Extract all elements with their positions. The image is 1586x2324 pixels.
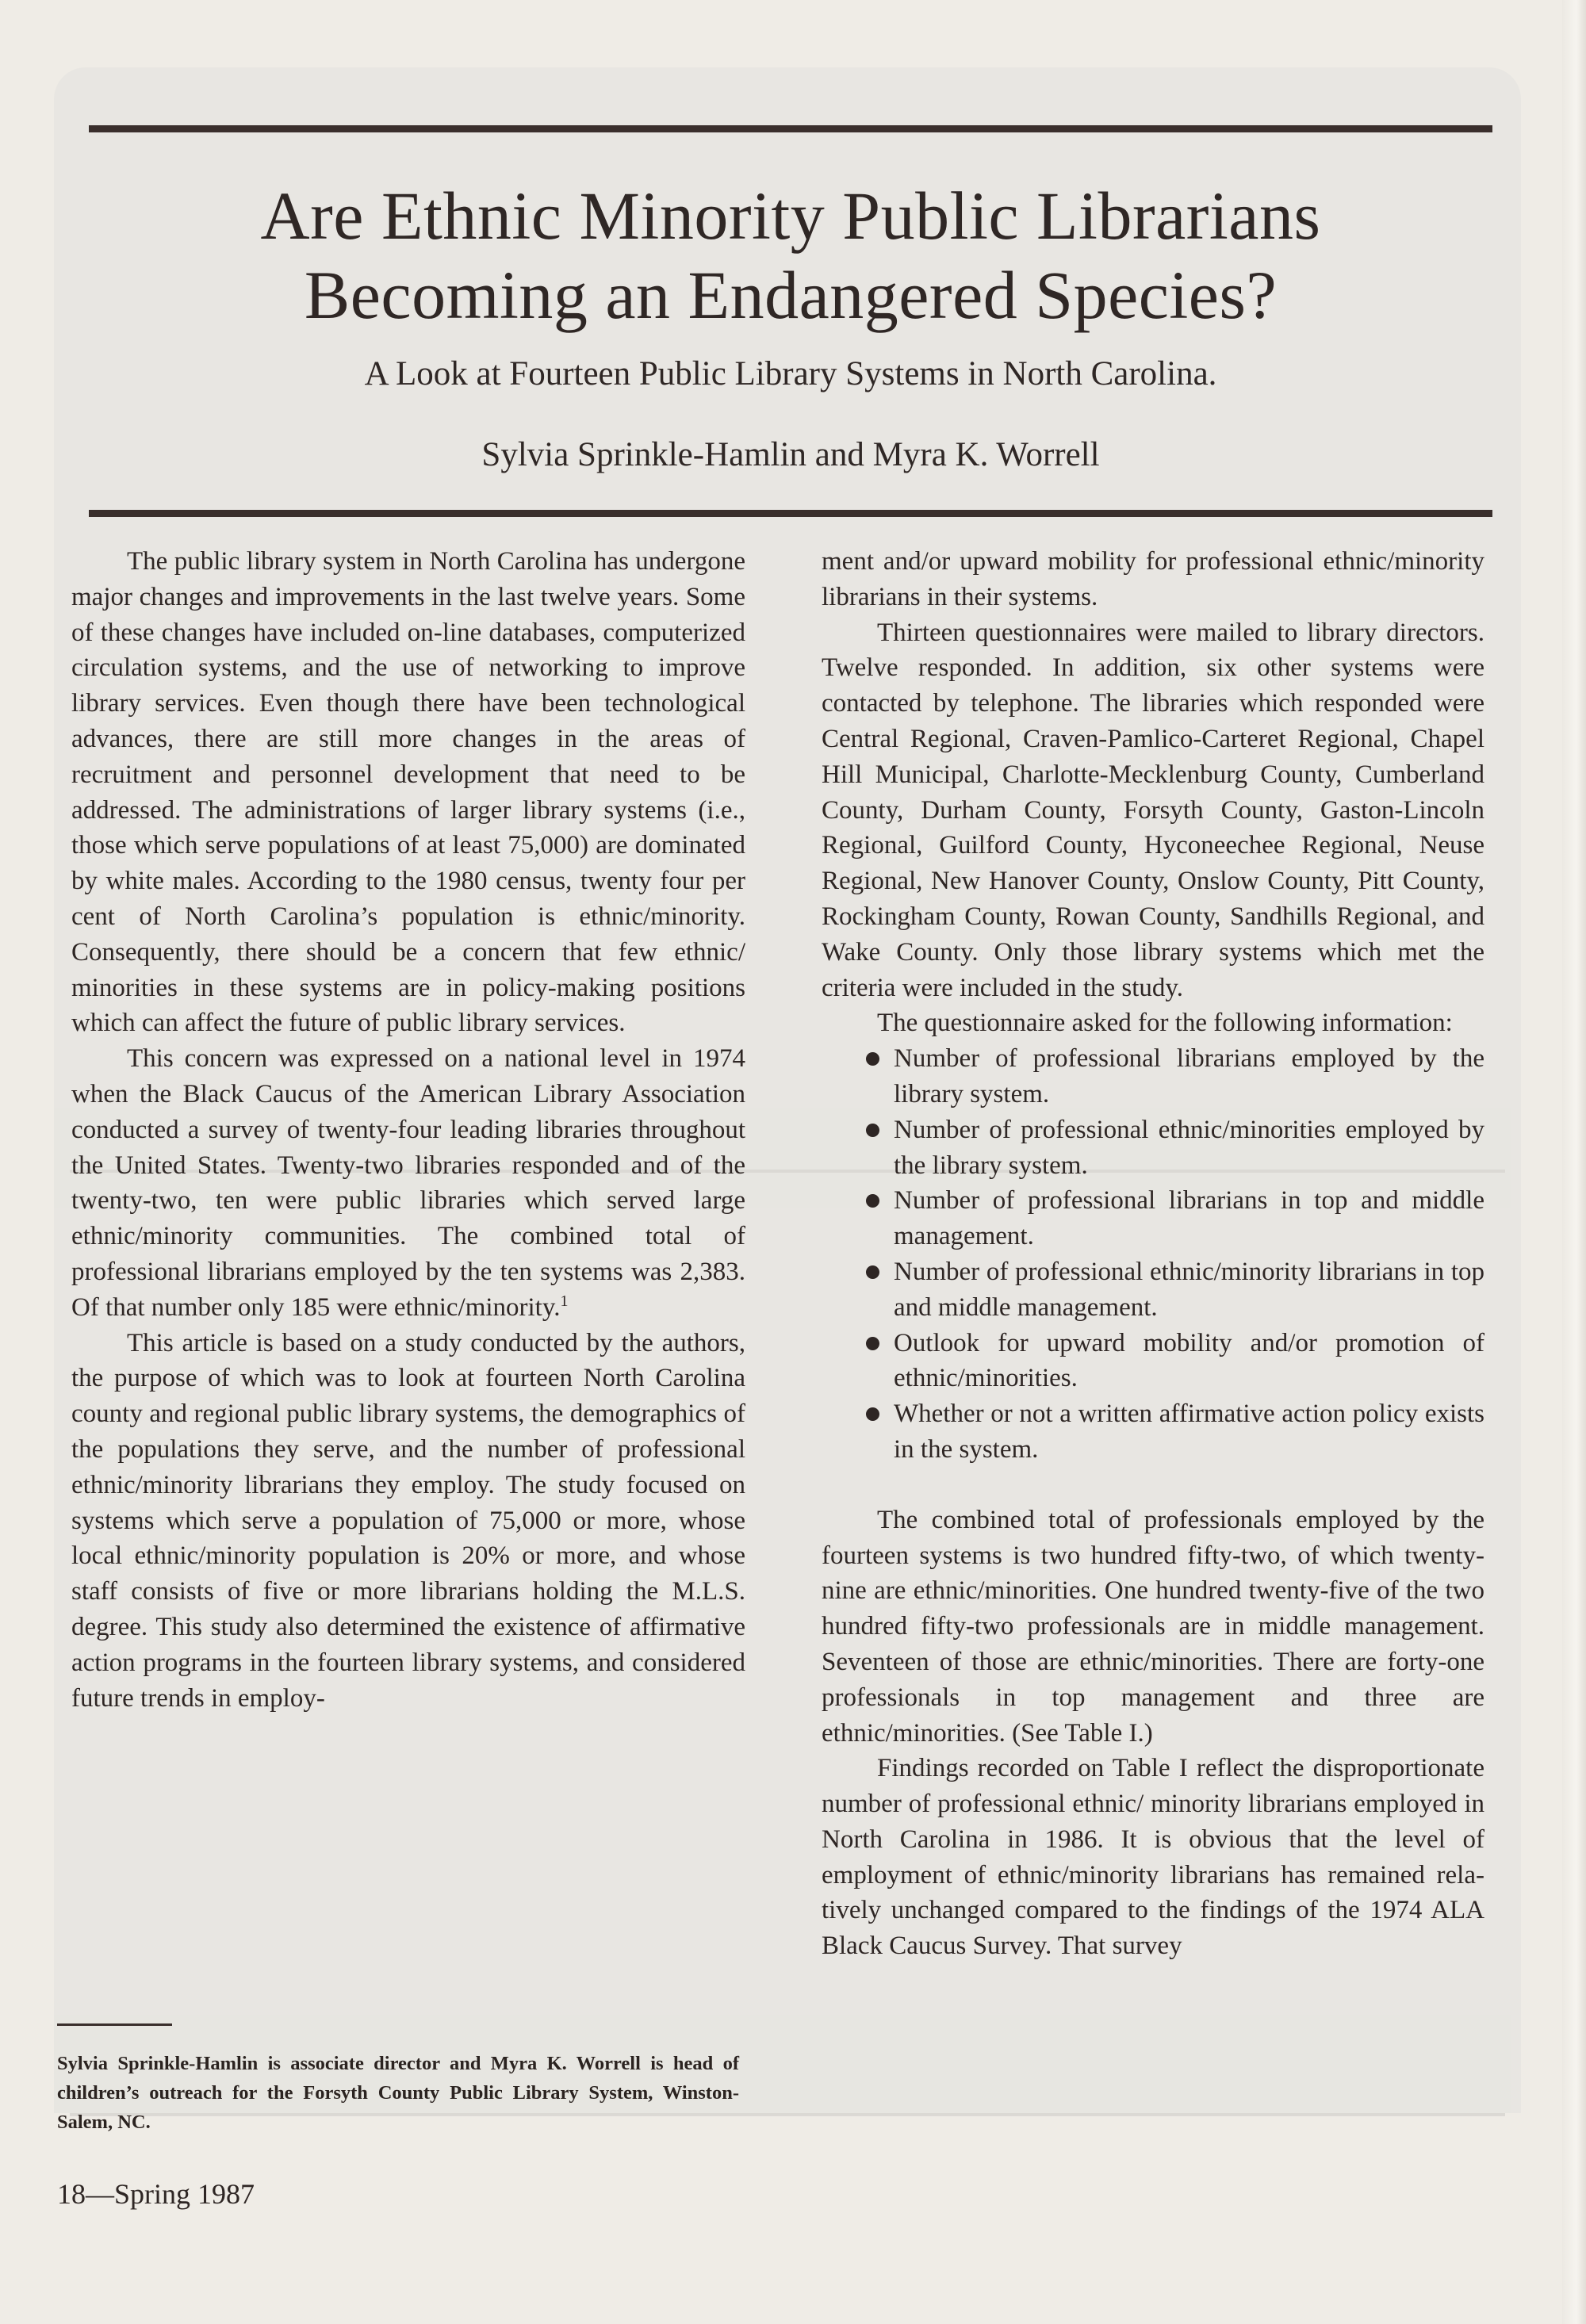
list-item-text: Whether or not a written affirmative action policy exists in the system.: [894, 1399, 1484, 1464]
article-title: [89, 176, 1492, 335]
list-item: [866, 1396, 1484, 1468]
left-text-column: [71, 544, 745, 1716]
body-paragraph-text: This concern was expressed on a national level in 1974 when the Black Caucus of the American Library Association conducted a survey of twenty-four leading libraries throughout the United States. Twenty-two libraries responded and of the twenty-two, ten were public libraries which served large ethnic/minority communities. The combined total of professional librarians employed by the ten systems was 2,383. Of that number only 185 were ethnic/minority.: [71, 1044, 745, 1322]
bullet-icon: [866, 1407, 879, 1421]
article-title-line-1: Are Ethnic Minority Public Librarians: [260, 178, 1321, 254]
body-paragraph: [71, 1041, 745, 1325]
list-item-text: Number of professional librarians employed by the library system.: [894, 1044, 1484, 1108]
bullet-icon: [866, 1194, 879, 1208]
right-text-column: [822, 544, 1484, 1964]
list-item-text: Outlook for upward mobility and/or promotion of ethnic/minorities.: [894, 1328, 1484, 1393]
list-item-text: Number of professional ethnic/minorities employed by the library system.: [894, 1115, 1484, 1180]
list-item: [866, 1183, 1484, 1254]
list-item: [866, 1254, 1484, 1326]
body-paragraph: The questionnaire asked for the following information:: [877, 1009, 1453, 1038]
page-folio: 18—Spring 1987: [57, 2178, 255, 2210]
bullet-icon: [866, 1337, 879, 1350]
list-item: [866, 1041, 1484, 1112]
footnote-reference: 1: [560, 1292, 569, 1310]
footnote-rule: [57, 2023, 172, 2026]
body-paragraph: Findings recorded on Table I reflect the disproportionate number of professional ethnic/ minority librarians employed in North Carolina in 1986. It is obvious that the level of employment of ethnic/minority librarians has remained relatively unchanged compared to the findings of the 1974 ALA Black Caucus Survey. That survey: [822, 1754, 1484, 1961]
title-bottom-rule: [89, 510, 1492, 517]
body-paragraph: This article is based on a study conducted by the authors, the purpose of which was to look at fourteen North Carolina county and regional public library systems, the demographics of the populations they serve, and the number of professional ethnic/minority librarians they employ. The study focused on systems which serve a population of 75,000 or more, whose local ethnic/minority population is 20% or more, and whose staff consists of five or more librarians holding the M.L.S. degree. This study also determined the existence of affirmative action programs in the fourteen library systems, and considered future trends in employ-: [71, 1328, 745, 1713]
article-subtitle: A Look at Fourteen Public Library Systems in North Carolina.: [364, 355, 1217, 392]
body-paragraph: Thirteen questionnaires were mailed to library directors. Twelve responded. In addition, six other systems were contacted by telephone. The libraries which responded were Central Regional, Craven-Pamlico-Carteret Regional, Chapel Hill Municipal, Charlotte-Mecklenburg County, Cumberland County, Durham County, Forsyth County, Gaston-Lincoln Regional, Guilford County, Hyconeechee Regional, Neuse Regional, New Hanover County, Onslow County, Pitt County, Rockingham County, Rowan County, Sandhills Regional, and Wake County. Only those library systems which met the criteria were included in the study.: [822, 618, 1484, 1002]
body-paragraph-continued: ment and/or upward mobility for professional ethnic/minority librarians in their systems.: [822, 547, 1484, 611]
list-item-text: Number of professional librarians in top and middle management.: [894, 1186, 1484, 1251]
body-paragraph: The public library system in North Carolina has undergone major changes and improvements in the last twelve years. Some of these changes have included on-line databases, computerized circulation systems, and the use of networking to improve library services. Even though there have been technological advances, there are still more changes in the areas of recruitment and personnel development that need to be addressed. The administrations of larger library systems (i.e., those which serve populations of at least 75,000) are dominated by white males. According to the 1980 census, twenty four per cent of North Carolina’s population is ethnic/minority. Consequently, there should be a concern that few ethnic/ minorities in these systems are in policy-making positions which can affect the future of public library services.: [71, 547, 745, 1038]
author-bio-footnote: Sylvia Sprinkle-Hamlin is associate director and Myra K. Worrell is head of children’s outreach for the Forsyth County Public Library System, Winston-Salem, NC.: [57, 2053, 739, 2133]
questionnaire-items-list: [866, 1041, 1484, 1468]
bullet-icon: [866, 1124, 879, 1137]
list-spacer: [822, 1468, 1484, 1503]
list-item: [866, 1326, 1484, 1397]
bullet-icon: [866, 1265, 879, 1279]
body-paragraph: The combined total of professionals employed by the fourteen systems is two hundred fifty-two, of which twenty-nine are ethnic/minorities. One hundred twenty-five of the two hundred fifty-two professionals are in middle management. Seventeen of those are ethnic/minorities. There are forty-one professionals in top management and three are ethnic/minorities. (See Table I.): [822, 1505, 1484, 1748]
article-byline: Sylvia Sprinkle-Hamlin and Myra K. Worrell: [481, 436, 1100, 473]
list-item-text: Number of professional ethnic/minority librarians in top and middle management.: [894, 1257, 1484, 1322]
article-title-line-2: Becoming an Endangered Species?: [304, 257, 1278, 333]
bullet-icon: [866, 1052, 879, 1066]
list-item: [866, 1112, 1484, 1184]
title-top-rule: [89, 125, 1492, 132]
